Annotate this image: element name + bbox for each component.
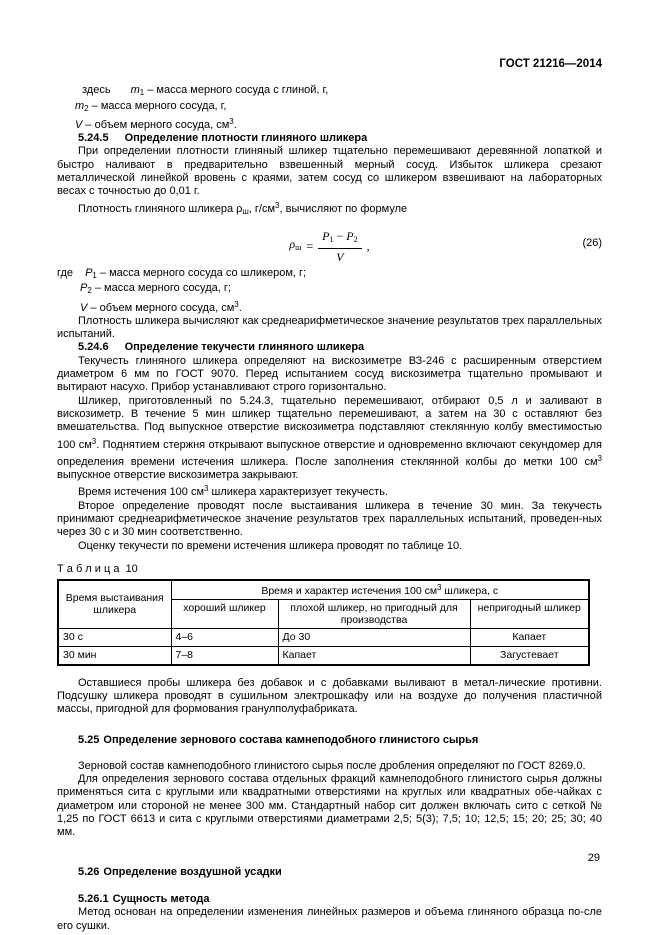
where-line: $P_2$ – масса мерного сосуда, г; <box>80 282 231 296</box>
section-heading-5-25 <box>57 734 602 747</box>
where-block <box>57 267 602 315</box>
paragraph: Плотность глиняного шликера $\rho_ш$, $г/см^3$, вычисляют по формуле <box>78 200 408 216</box>
section-number: 5.26.1 <box>78 892 109 905</box>
formula-comma: , <box>366 238 370 253</box>
where-line: V – объем мерного сосуда, $см^3$. <box>80 299 242 314</box>
formula-expression <box>289 229 369 264</box>
formula-lhs: $\rho_ш$ <box>289 237 302 253</box>
table-caption: Т а б л и ц а 10 <box>57 562 138 575</box>
where-line <box>57 267 602 282</box>
table-header-row <box>58 580 589 599</box>
paragraph: Оставшиеся пробы шликера без добавок и с добавками выливают в метал-лические противни. Подсушку шликера проводят в сушильном электрошкафу или на воздухе до получения пластичной массы, пригодной для формования гранулполуфабриката. <box>57 676 602 716</box>
fraction-numerator: $P_1 - P_2$ <box>318 229 361 249</box>
definition-intro: здесь <box>82 84 111 97</box>
paragraph: Метод основан на определении изменения линейных размеров и объема глиняного образца по-сле его сушки. <box>57 906 602 932</box>
table-cell: Капает <box>470 628 589 646</box>
paragraph: Текучесть глиняного шликера определяют на вискозиметре ВЗ-246 с расширенным отверстием диаметром 6 мм по ГОСТ 9070. Перед испытанием сосуд вискозиметра тщательно промывают и вытирают насухо. Прибор устанавливают строго горизонтально. <box>57 354 602 394</box>
definition-line: V – объем мерного сосуда, $см^3$. <box>75 116 237 131</box>
table-cell: 30 с <box>58 628 171 646</box>
definition-line: $m_2$ – масса мерного сосуда, г, <box>75 99 227 113</box>
section-number: 5.25 <box>78 733 100 746</box>
doc-header: ГОСТ 21216—2014 <box>499 58 602 70</box>
paragraph: Плотность шликера вычисляют как среднеарифметическое значение результатов трех параллельных испытаний. <box>57 314 602 341</box>
section-title: Определение текучести глиняного шликера <box>124 341 365 354</box>
section-title: Сущность метода <box>112 892 210 905</box>
section-heading-5-26 <box>57 866 602 879</box>
table-10 <box>57 579 590 666</box>
paragraph: При определении плотности глиняный шликер тщательно перемешивают деревянной лопаткой и быстро наливают в предварительно взвешенный мерный сосуд. Избыток шликера срезают металлической линейкой вровень с краями, затем сосуд со шликером взвешивают на лабораторных весах с точностью до 0,01 г. <box>57 145 602 198</box>
formula-fraction <box>318 229 361 264</box>
paragraph: Оценку текучести по времени истечения шликера проводят по таблице 10. <box>78 539 463 552</box>
where-text: $P_1$ – масса мерного сосуда со шликером, г; <box>85 266 307 280</box>
table-header-cell: хороший шликер <box>171 599 278 628</box>
table-header-cell: непригодный шликер <box>470 599 589 628</box>
paragraph: Второе определение проводят после выстаивания шликера в течение 30 мин. За текучесть принимают среднеарифметическое значение результатов трех параллельных испытаний, проведен-ных через 30 с и 30 мин соответственно. <box>57 499 602 539</box>
section-heading-5-26-1 <box>57 893 602 906</box>
table-cell: До 30 <box>278 628 470 646</box>
section-title: Определение воздушной усадки <box>103 865 282 878</box>
section-heading-5-24-5 <box>57 132 602 145</box>
table-cell: Загустевает <box>470 646 589 665</box>
where-intro: где <box>57 266 74 279</box>
table-cell: Капает <box>278 646 470 665</box>
section-title: Определение зернового состава камнеподобного глинистого сырья <box>103 733 479 746</box>
section-number: 5.24.5 <box>78 132 109 145</box>
definition-line <box>57 84 602 99</box>
table-header-cell: плохой шликер, но пригодный для производства <box>278 599 470 628</box>
table-row <box>58 628 589 646</box>
paragraph: Зерновой состав камнеподобного глинистого сырья после дробления определяют по ГОСТ 8269.0. <box>78 759 586 772</box>
fraction-denominator: V <box>336 249 344 264</box>
formula-26-row <box>57 225 602 263</box>
section-number: 5.24.6 <box>78 341 109 354</box>
section-number: 5.26 <box>78 865 100 878</box>
definition-text: $m_1$ – масса мерного сосуда с глиной, г, <box>130 84 329 98</box>
table-span-header-cell: Время и характер истечения 100 $см^3$ шликера, с <box>171 580 589 599</box>
table-cell: 7–8 <box>171 646 278 665</box>
formula-number: (26) <box>582 236 602 249</box>
table-row <box>58 646 589 665</box>
paragraph: Шликер, приготовленный по 5.24.3, тщательно перемешивают, отбирают 0,5 л и заливают в вискозиметр. В течение 5 мин шликер тщательно перемешивают, а затем на 30 с оставляют без вмешательства. Под выпускное отверстие вискозиметра подставляют стеклянную колбу вместимостью 100 $см^3$. Поднятием стержня открывают выпускное отверстие и одновременно включают секундомер для определения времени истечения шликера. После заполнения стеклянной колбы до метки 100 $см^3$ выпускное отверстие вискозиметра закрывают. <box>57 394 602 482</box>
section-heading-5-24-6 <box>57 341 602 354</box>
paragraph: Для определения зернового состава отдельных фракций камнеподобного глинистого сырья должны применяться сита с круглыми или квадратными отверстиями на круглых или квадратных обе-чайках с диаметром или стороной не менее 300 мм. Стандартный набор сит должен включать сито с сеткой № 1,25 по ГОСТ 6613 и сита с круглыми отверстиями диаметрами 2,5; 5(3); 7,5; 10; 12,5; 15; 20; 25; 30; 40 мм. <box>57 773 602 839</box>
equals-sign: = <box>306 238 314 253</box>
section-title: Определение плотности глиняного шликера <box>124 132 368 145</box>
table-header-cell: Время выстаивания шликера <box>58 580 171 628</box>
page-number: 29 <box>587 852 600 864</box>
page-content <box>57 58 602 933</box>
definitions-top <box>57 84 602 132</box>
paragraph: Время истечения 100 $см^3$ шликера характеризует текучесть. <box>78 484 389 499</box>
table-cell: 4–6 <box>171 628 278 646</box>
table-cell: 30 мин <box>58 646 171 665</box>
